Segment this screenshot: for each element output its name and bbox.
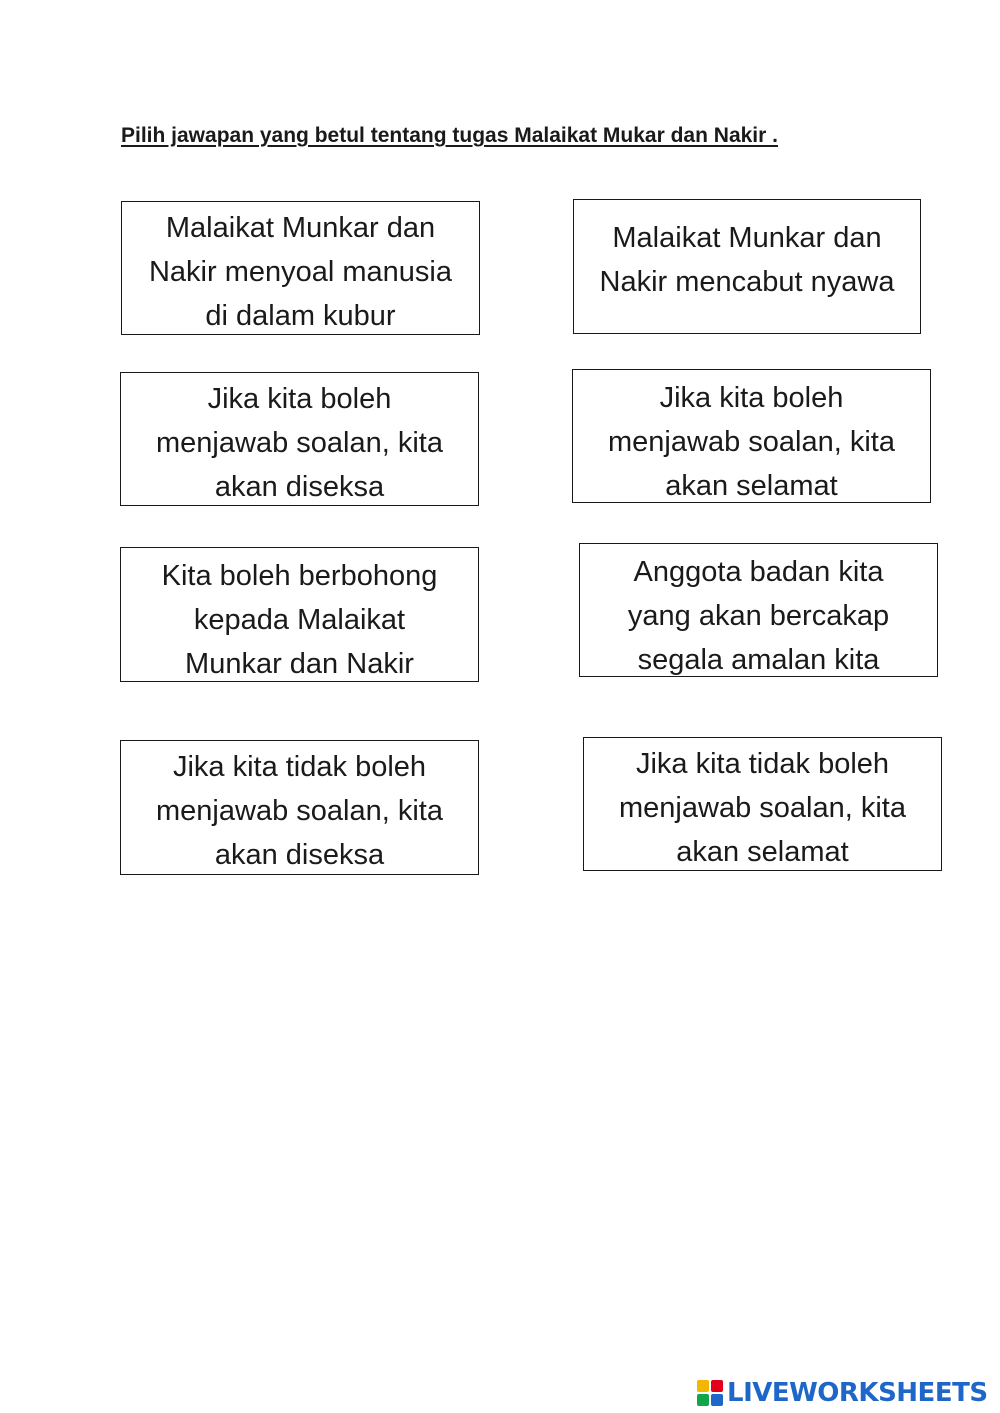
answer-card-text xyxy=(602,370,901,503)
answer-card-text xyxy=(622,544,895,677)
card-line: Nakir mencabut nyawa xyxy=(599,266,895,298)
answer-card-4[interactable] xyxy=(572,369,931,503)
card-line: akan diseksa xyxy=(214,839,385,871)
card-line: Nakir menyoal manusia xyxy=(148,256,452,288)
card-line: di dalam kubur xyxy=(205,300,396,332)
card-line: menjawab soalan, kita xyxy=(619,792,906,824)
answer-card-text xyxy=(156,548,444,682)
answer-card-3[interactable] xyxy=(120,372,479,506)
card-line: Munkar dan Nakir xyxy=(185,648,414,680)
instruction-heading: Pilih jawapan yang betul tentang tugas Malaikat Mukar dan Nakir . xyxy=(121,124,778,147)
answer-card-5[interactable] xyxy=(120,547,479,682)
liveworksheets-logo-icon xyxy=(697,1380,723,1406)
answer-card-text xyxy=(594,200,901,304)
logo-square xyxy=(711,1380,723,1392)
answer-card-7[interactable] xyxy=(120,740,479,875)
card-line: Jika kita boleh xyxy=(207,383,392,415)
card-line: Kita boleh berbohong xyxy=(161,560,438,592)
card-line: menjawab soalan, kita xyxy=(608,426,895,458)
card-line: Malaikat Munkar dan xyxy=(165,212,436,244)
answer-card-1[interactable] xyxy=(121,201,480,335)
card-line: Jika kita tidak boleh xyxy=(172,751,427,783)
answer-card-8[interactable] xyxy=(583,737,942,871)
card-line: segala amalan kita xyxy=(637,644,880,676)
answer-card-text xyxy=(143,202,458,335)
card-line: Malaikat Munkar dan xyxy=(612,222,882,254)
answer-card-text xyxy=(150,373,449,506)
card-line: Jika kita tidak boleh xyxy=(635,748,890,780)
logo-square xyxy=(711,1394,723,1406)
answer-card-6[interactable] xyxy=(579,543,938,677)
answer-card-text xyxy=(150,741,449,875)
card-line: menjawab soalan, kita xyxy=(156,427,443,459)
card-line: Jika kita boleh xyxy=(659,382,844,414)
card-line: akan selamat xyxy=(665,470,838,502)
card-line: menjawab soalan, kita xyxy=(156,795,443,827)
brand-name: LIVEWORKSHEETS xyxy=(727,1378,988,1408)
card-line: kepada Malaikat xyxy=(193,604,406,636)
answer-card-text xyxy=(613,738,912,871)
logo-square xyxy=(697,1394,709,1406)
card-line: akan diseksa xyxy=(214,471,385,503)
card-line: yang akan bercakap xyxy=(627,600,890,632)
liveworksheets-brand xyxy=(697,1377,988,1409)
logo-square xyxy=(697,1380,709,1392)
card-line: Anggota badan kita xyxy=(633,556,884,588)
answer-card-2[interactable] xyxy=(573,199,921,334)
card-line: akan selamat xyxy=(676,836,849,868)
